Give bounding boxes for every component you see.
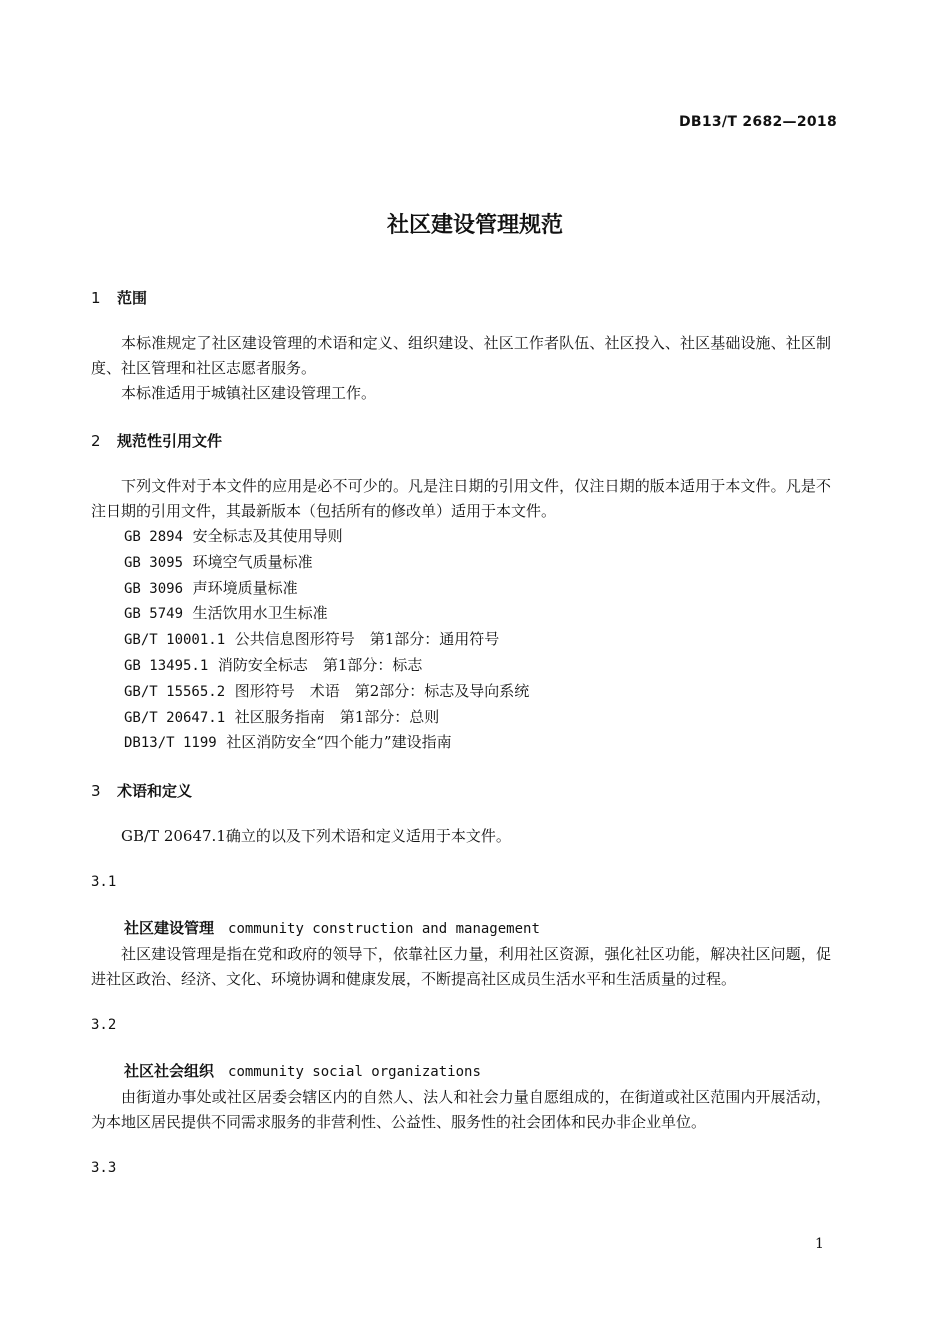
paragraph: 本标准规定了社区建设管理的术语和定义、组织建设、社区工作者队伍、社区投入、社区基础设施、社区制度、社区管理和社区志愿者服务。 [91, 334, 831, 377]
page-number: 1 [815, 1236, 824, 1252]
paragraph: GB/T 20647.1确立的以及下列术语和定义适用于本文件。 [121, 827, 511, 846]
term-chinese: 社区建设管理 [124, 919, 215, 938]
section-number: 3 [91, 782, 101, 801]
term-heading [124, 1058, 831, 1085]
section-2-heading [91, 428, 831, 454]
reference-title: 社区消防安全“四个能力”建设指南 [226, 733, 452, 752]
subsection-number: 3.3 [91, 1160, 117, 1177]
reference-title: 公共信息图形符号 第1部分：通用符号 [234, 630, 500, 649]
reference-item [124, 627, 831, 653]
reference-title: 生活饮用水卫生标准 [192, 604, 328, 623]
reference-title: 环境空气质量标准 [192, 552, 313, 571]
reference-title: 图形符号 术语 第2部分：标志及导向系统 [234, 681, 530, 700]
reference-title: 社区服务指南 第1部分：总则 [234, 707, 440, 726]
reference-code: GB/T 20647.1 [124, 709, 226, 726]
term-english: community social organizations [228, 1064, 481, 1081]
reference-item [124, 550, 831, 576]
reference-item [124, 576, 831, 602]
subsection-number: 3.1 [91, 874, 117, 891]
reference-item [124, 730, 831, 756]
section-title: 范围 [117, 289, 148, 307]
section-title: 术语和定义 [117, 782, 193, 801]
reference-code: GB 2894 [124, 529, 184, 545]
term-heading [124, 915, 831, 942]
reference-title: 安全标志及其使用导则 [192, 527, 343, 545]
reference-code: GB 5749 [124, 606, 184, 623]
section-3-heading [91, 778, 831, 804]
paragraph: 下列文件对于本文件的应用是必不可少的。凡是注日期的引用文件，仅注日期的版本适用于本文件。凡是不注日期的引用文件，其最新版本（包括所有的修改单）适用于本文件。 [91, 477, 831, 520]
section-1-heading [91, 285, 831, 311]
reference-code: DB13/T 1199 [124, 735, 217, 752]
document-body [91, 285, 831, 1181]
reference-code: GB/T 10001.1 [124, 632, 226, 649]
section-number: 1 [91, 289, 101, 307]
reference-title: 消防安全标志 第1部分：标志 [217, 655, 423, 674]
document-title: 社区建设管理规范 [386, 213, 563, 238]
term-chinese: 社区社会组织 [124, 1062, 215, 1081]
reference-title: 声环境质量标准 [192, 578, 298, 597]
reference-code: GB/T 15565.2 [124, 683, 226, 700]
reference-item [124, 524, 831, 550]
section-title: 规范性引用文件 [117, 432, 223, 450]
reference-item [124, 601, 831, 627]
reference-item [124, 653, 831, 679]
subsection-number: 3.2 [91, 1017, 117, 1034]
section-number: 2 [91, 432, 101, 450]
paragraph: 本标准适用于城镇社区建设管理工作。 [121, 384, 377, 402]
document-code: DB13/T 2682—2018 [678, 114, 837, 130]
reference-code: GB 3095 [124, 554, 184, 571]
reference-code: GB 13495.1 [124, 657, 209, 674]
term-english: community construction and management [228, 921, 540, 938]
term-definition: 社区建设管理是指在党和政府的领导下，依靠社区力量，利用社区资源，强化社区功能，解决社区问题，促进社区政治、经济、文化、环境协调和健康发展，不断提高社区成员生活水平和生活质量的过程。 [91, 945, 831, 989]
term-definition: 由街道办事处或社区居委会辖区内的自然人、法人和社会力量自愿组成的，在街道或社区范围内开展活动，为本地区居民提供不同需求服务的非营利性、公益性、服务性的社会团体和民办非企业单位。 [91, 1088, 831, 1132]
reference-item [124, 705, 831, 731]
reference-item [124, 679, 831, 705]
reference-code: GB 3096 [124, 580, 184, 597]
